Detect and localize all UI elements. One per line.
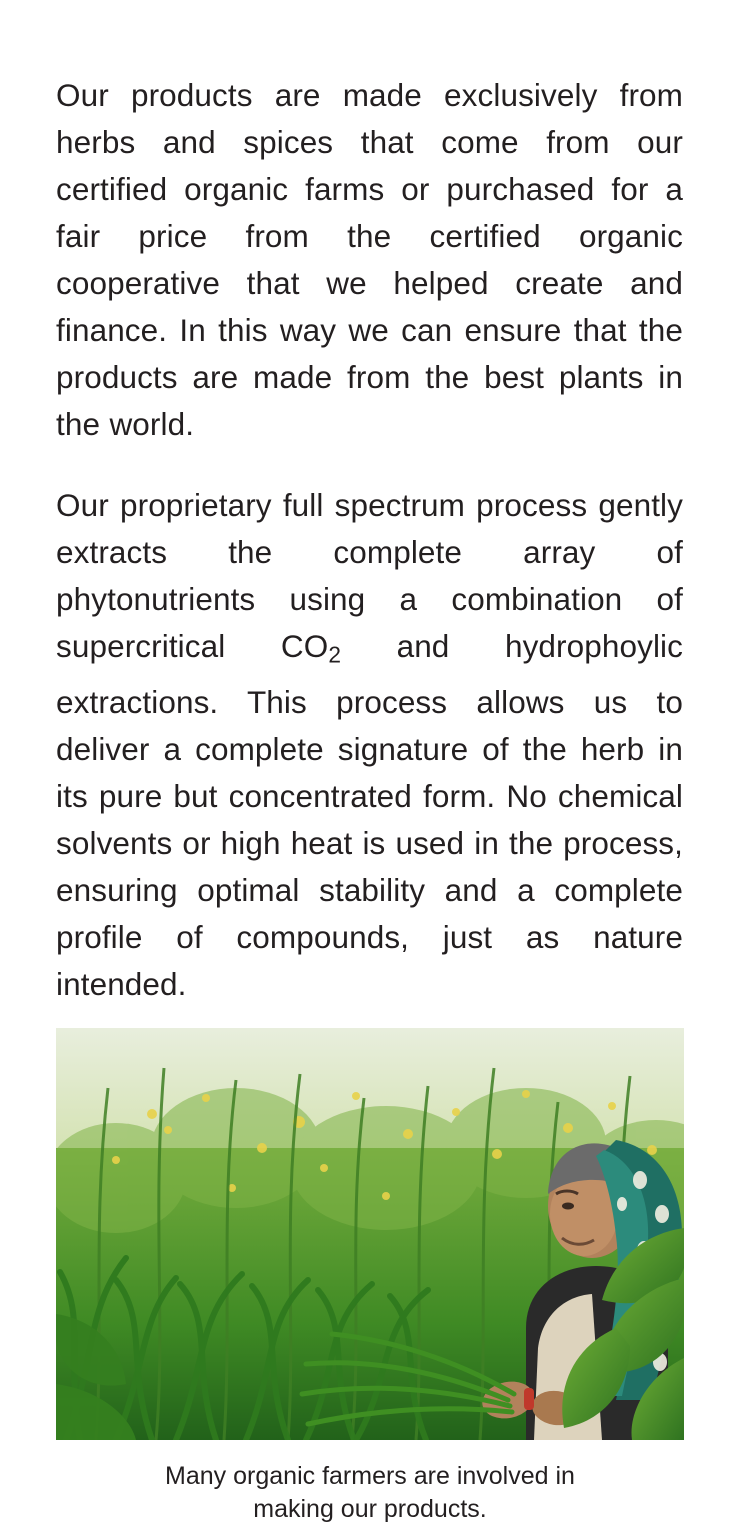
figure-organic-farm	[56, 1028, 684, 1526]
paragraph-sourcing	[56, 72, 683, 448]
figure-caption-line2: making our products.	[253, 1494, 487, 1523]
paragraph-process-text-part2: and hydrophoylic extractions. This process allows us to deliver a complete signature of the herb in its pure but concentrated form. No chemical solvents or high heat is used in the process, ensuring optimal stability and a complete profile of compounds, just as nature intended.	[56, 628, 683, 1002]
paragraph-process-text-part1: Our proprietary full spectrum process gently extracts the complete array of phytonutrients using a combination of supercritical CO	[56, 487, 683, 664]
co2-subscript: 2	[328, 641, 342, 668]
farm-photo	[56, 1028, 684, 1440]
paragraph-sourcing-text: Our products are made exclusively from herbs and spices that come from our certified organic farms or purchased for a fair price from the certified organic cooperative that we helped create and finance. In this way we can ensure that the products are made from the best plants in the world.	[56, 77, 683, 442]
figure-caption	[56, 1460, 684, 1526]
paragraph-process	[56, 482, 683, 1008]
figure-caption-line1: Many organic farmers are involved in	[165, 1461, 575, 1490]
